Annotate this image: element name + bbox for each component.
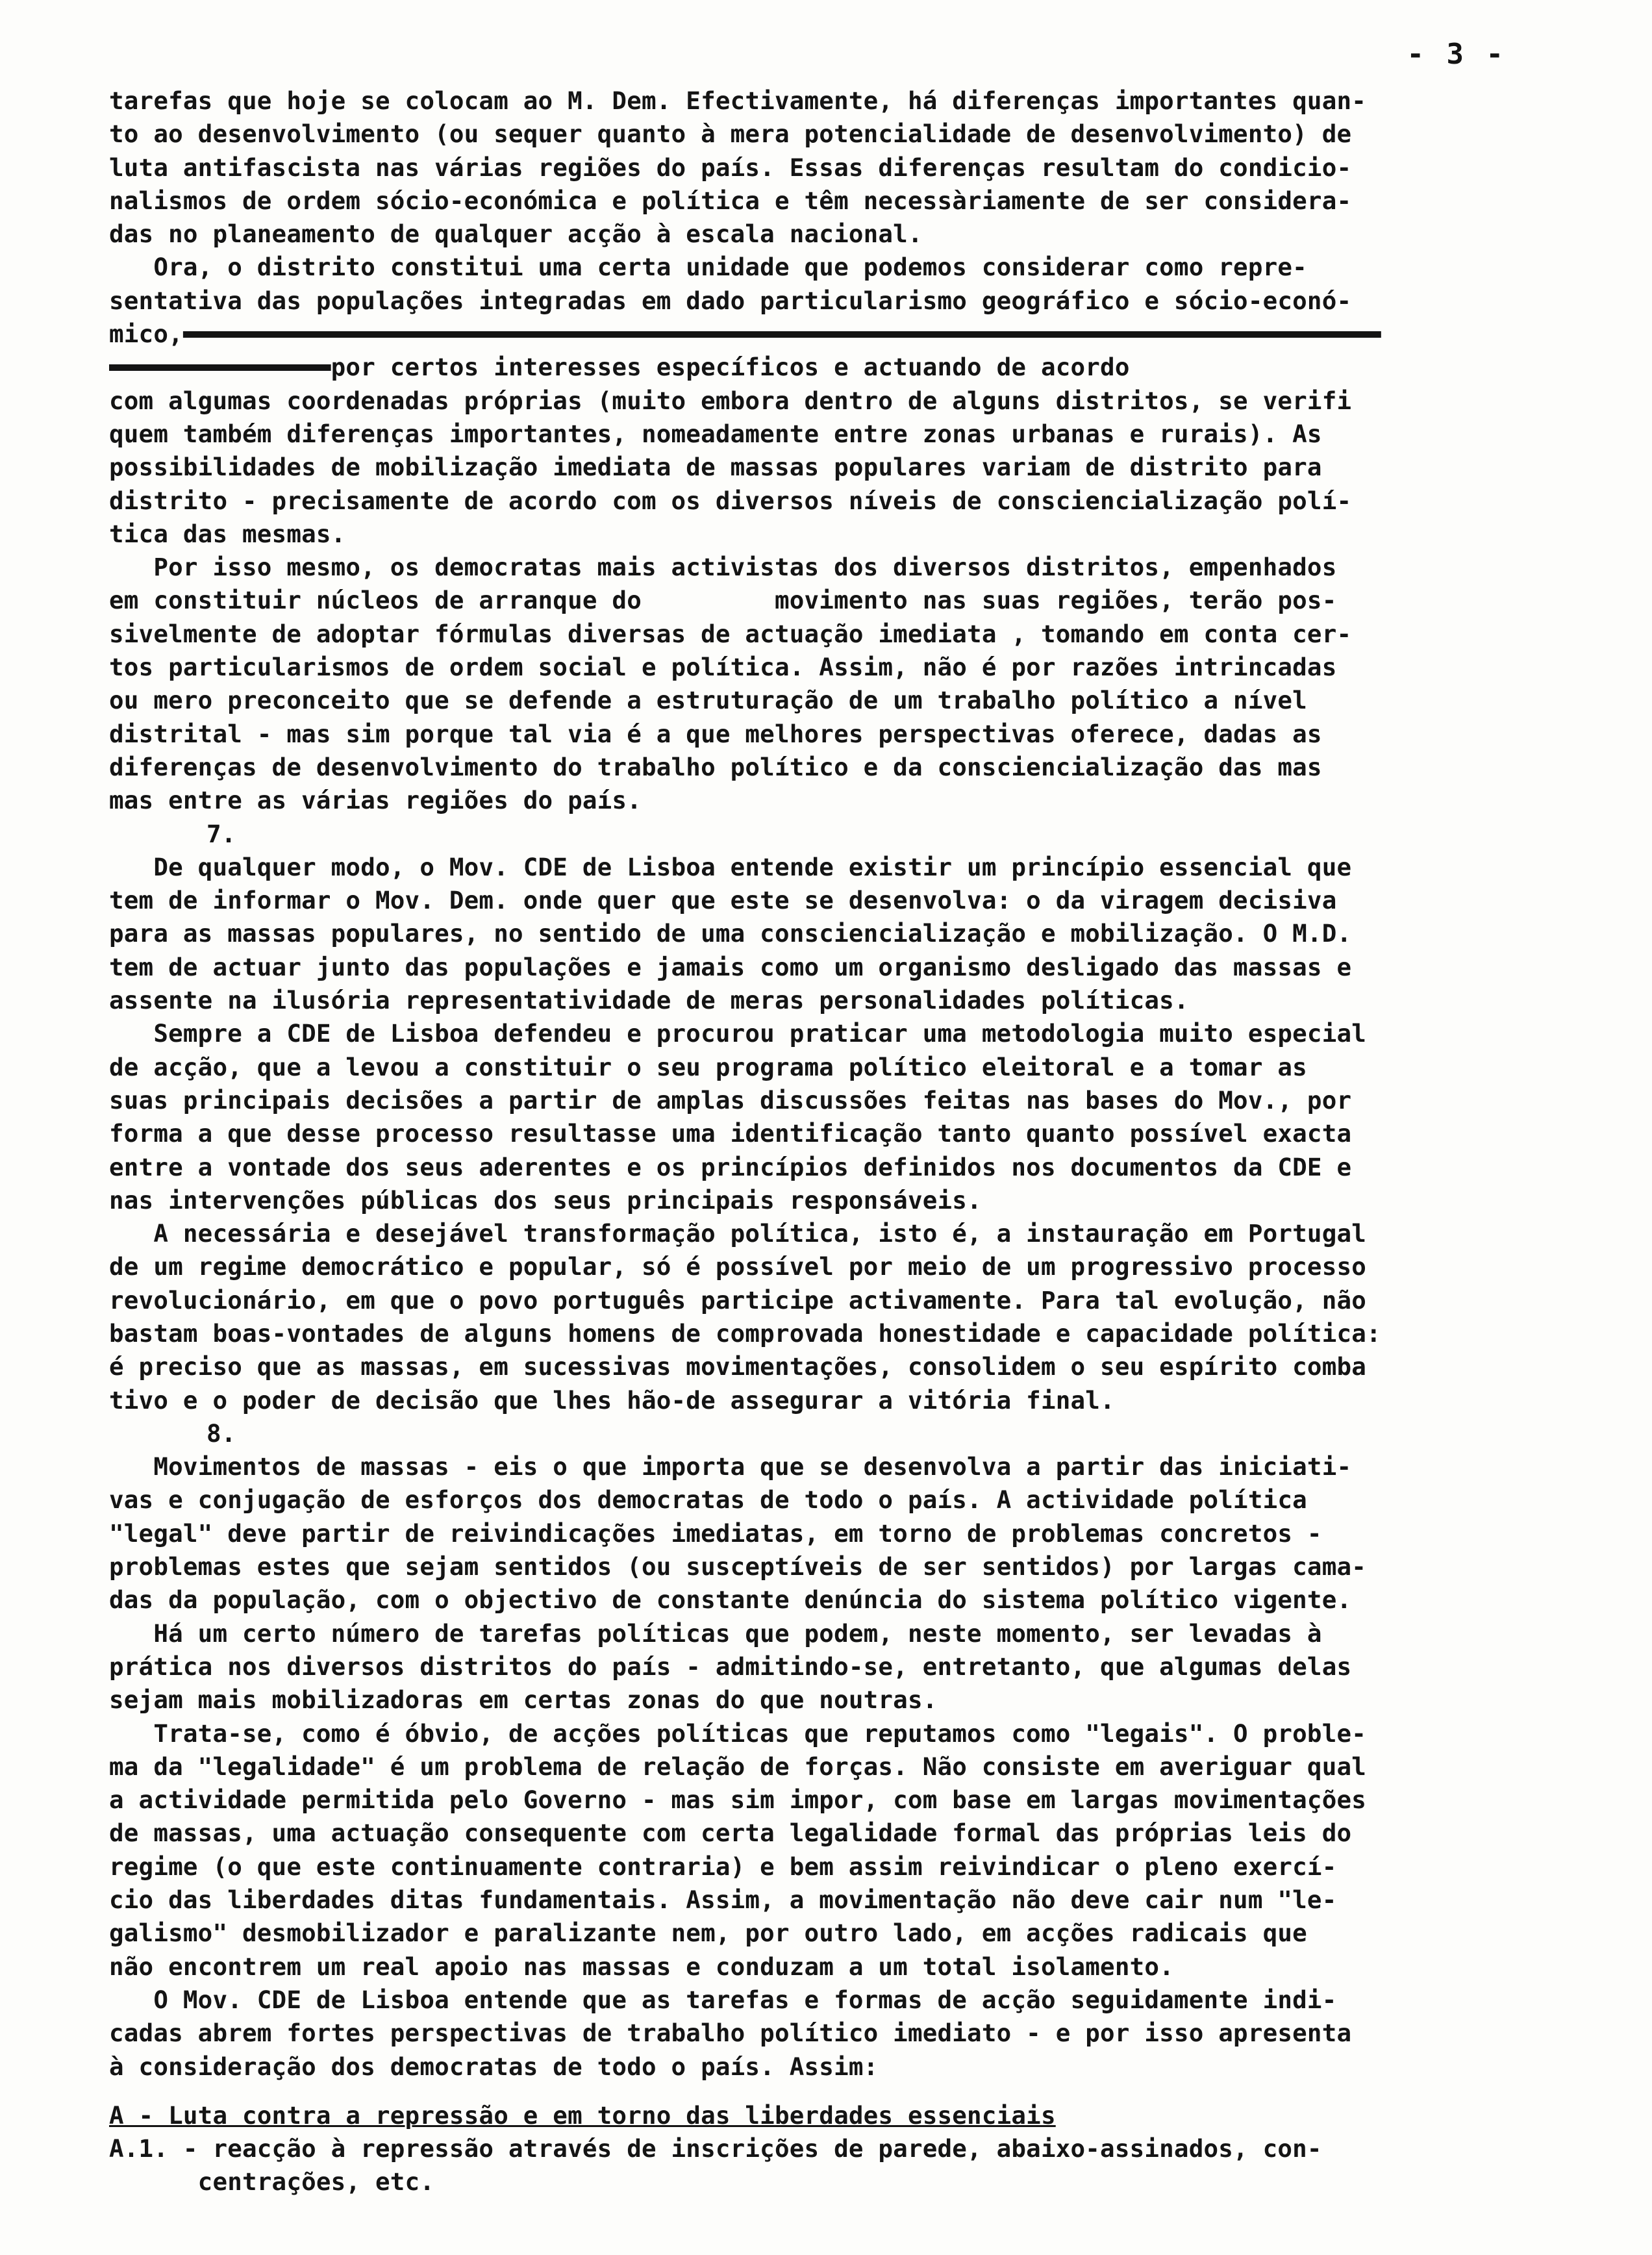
text-line: possibilidades de mobilização imediata de massas populares variam de distrito para xyxy=(109,453,1322,482)
section-number: 7. xyxy=(206,819,236,848)
text-line: tarefas que hoje se colocam ao M. Dem. Efectivamente, há diferenças importantes quan- xyxy=(109,86,1367,115)
text-line: "legal" deve partir de reivindicações imediatas, em torno de problemas concretos - xyxy=(109,1518,1322,1548)
text-line: Por isso mesmo, os democratas mais activistas dos diversos distritos, empenhados xyxy=(109,553,1337,582)
text-line: tos particularismos de ordem social e política. Assim, não é por razões intrincadas xyxy=(109,653,1337,682)
text-line: Há um certo número de tarefas políticas que podem, neste momento, ser levadas à xyxy=(109,1619,1322,1648)
text-line: A necessária e desejável transformação política, isto é, a instauração em Portugal xyxy=(109,1219,1367,1248)
text-line: mas entre as várias regiões do país. xyxy=(109,786,642,815)
text-line: bastam boas-vontades de alguns homens de comprovada honestidade e capacidade política: xyxy=(109,1318,1381,1348)
text-line: a actividade permitida pelo Governo - mas sim impor, com base em largas movimentações xyxy=(109,1785,1367,1815)
text-line: Ora, o distrito constitui uma certa unidade que podemos considerar como repre- xyxy=(109,253,1307,282)
text-line: problemas estes que sejam sentidos (ou susceptíveis de ser sentidos) por largas cama- xyxy=(109,1552,1367,1581)
text-line: revolucionário, em que o povo português participe activamente. Para tal evolução, não xyxy=(109,1285,1367,1315)
text-line: Sempre a CDE de Lisboa defendeu e procurou praticar uma metodologia muito especial xyxy=(109,1019,1367,1048)
text-line: sejam mais mobilizadoras em certas zonas do que noutras. xyxy=(109,1685,938,1715)
text-line: vas e conjugação de esforços dos democratas de todo o país. A actividade política xyxy=(109,1485,1307,1515)
document-body xyxy=(109,84,1544,2199)
text-line: nalismos de ordem sócio-económica e política e têm necessàriamente de ser considera- xyxy=(109,186,1352,215)
text-line: das no planeamento de qualquer acção à escala nacional. xyxy=(109,220,923,249)
text-line: de um regime democrático e popular, só é possível por meio de um progressivo processo xyxy=(109,1252,1367,1281)
text-line: é preciso que as massas, em sucessivas movimentações, consolidem o seu espírito comba xyxy=(109,1352,1367,1381)
text-line: entre a vontade dos seus aderentes e os princípios definidos nos documentos da CDE e xyxy=(109,1152,1352,1181)
text-line: Movimentos de massas - eis o que importa que se desenvolva a partir das iniciati- xyxy=(109,1452,1352,1481)
text-line: diferenças de desenvolvimento do trabalho político e da consciencialização das mas xyxy=(109,752,1322,781)
text-line: luta antifascista nas várias regiões do país. Essas diferenças resultam do condicio- xyxy=(109,153,1352,182)
text-line: com algumas coordenadas próprias (muito embora dentro de alguns distritos, se verifi xyxy=(109,386,1352,415)
struck-out-text xyxy=(183,320,1381,348)
text-line: cio das liberdades ditas fundamentais. Assim, a movimentação não deve cair num "le- xyxy=(109,1885,1337,1915)
text-line: galismo" desmobilizador e paralizante nem, por outro lado, em acções radicais que xyxy=(109,1919,1307,1948)
text-line: quem também diferenças importantes, nomeadamente entre zonas urbanas e rurais). As xyxy=(109,419,1322,448)
page-number: - 3 - xyxy=(1407,38,1506,71)
text-line: ma da "legalidade" é um problema de relação de forças. Não consiste em averiguar qual xyxy=(109,1752,1367,1781)
list-item-a1: A.1. - reacção à repressão através de inscrições de parede, abaixo-assinados, con- xyxy=(109,2134,1322,2163)
list-item-a1-continuation: centrações, etc. xyxy=(109,2167,435,2197)
text-line: prática nos diversos distritos do país - admitindo-se, entretanto, que algumas delas xyxy=(109,1652,1352,1681)
text-fragment: mico, xyxy=(109,320,183,349)
spacer xyxy=(109,2084,1544,2099)
text-line: assente na ilusória representatividade de meras personalidades políticas. xyxy=(109,986,1189,1015)
text-line: à consideração dos democratas de todo o país. Assim: xyxy=(109,2052,879,2081)
text-line: sentativa das populações integradas em dado particularismo geográfico e sócio-econó- xyxy=(109,286,1352,315)
text-line: ou mero preconceito que se defende a estruturação de um trabalho político a nível xyxy=(109,686,1307,715)
text-line: sivelmente de adoptar fórmulas diversas de actuação imediata , tomando em conta cer- xyxy=(109,619,1352,648)
text-line: distrito - precisamente de acordo com os diversos níveis de consciencialização polí- xyxy=(109,486,1352,515)
text-line: tem de informar o Mov. Dem. onde quer que este se desenvolva: o da viragem decisiva xyxy=(109,886,1337,915)
text-line: de massas, uma actuação consequente com certa legalidade formal das próprias leis do xyxy=(109,1819,1352,1848)
text-line-with-strikeout xyxy=(109,318,1544,351)
text-line: Trata-se, como é óbvio, de acções políticas que reputamos como "legais". O proble- xyxy=(109,1719,1367,1748)
text-line: tivo e o poder de decisão que lhes hão-de assegurar a vitória final. xyxy=(109,1385,1115,1415)
text-line: to ao desenvolvimento (ou sequer quanto à mera potencialidade de desenvolvimento) de xyxy=(109,120,1352,149)
text-line: das da população, com o objectivo de constante denúncia do sistema político vigente. xyxy=(109,1585,1352,1615)
text-line: de acção, que a levou a constituir o seu programa político eleitoral e a tomar as xyxy=(109,1052,1307,1081)
text-line: tem de actuar junto das populações e jamais como um organismo desligado das massas e xyxy=(109,952,1352,981)
text-line: O Mov. CDE de Lisboa entende que as tarefas e formas de acção seguidamente indi- xyxy=(109,1985,1337,2014)
text-line: forma a que desse processo resultasse uma identificação tanto quanto possível exacta xyxy=(109,1119,1352,1148)
section-number: 8. xyxy=(206,1418,236,1448)
text-line: cadas abrem fortes perspectivas de trabalho político imediato - e por isso apresenta xyxy=(109,2019,1352,2048)
section-heading-a: A - Luta contra a repressão e em torno das liberdades essenciais xyxy=(109,2100,1056,2130)
text-line: tica das mesmas. xyxy=(109,519,346,548)
text-line: por certos interesses específicos e actuando de acordo xyxy=(109,353,1130,382)
text-line: De qualquer modo, o Mov. CDE de Lisboa entende existir um princípio essencial que xyxy=(109,852,1352,881)
text-line: em constituir núcleos de arranque do movimento nas suas regiões, terão pos- xyxy=(109,586,1337,615)
text-line: regime (o que este continuamente contraria) e bem assim reivindicar o pleno exercí- xyxy=(109,1852,1337,1881)
text-line: para as massas populares, no sentido de uma consciencialização e mobilização. O M.D. xyxy=(109,919,1352,948)
text-line: nas intervenções públicas dos seus principais responsáveis. xyxy=(109,1185,982,1215)
text-line: suas principais decisões a partir de amplas discussões feitas nas bases do Mov., por xyxy=(109,1085,1352,1115)
text-line: não encontrem um real apoio nas massas e conduzam a um total isolamento. xyxy=(109,1952,1174,1981)
text-line: distrital - mas sim porque tal via é a que melhores perspectivas oferece, dadas as xyxy=(109,719,1322,748)
